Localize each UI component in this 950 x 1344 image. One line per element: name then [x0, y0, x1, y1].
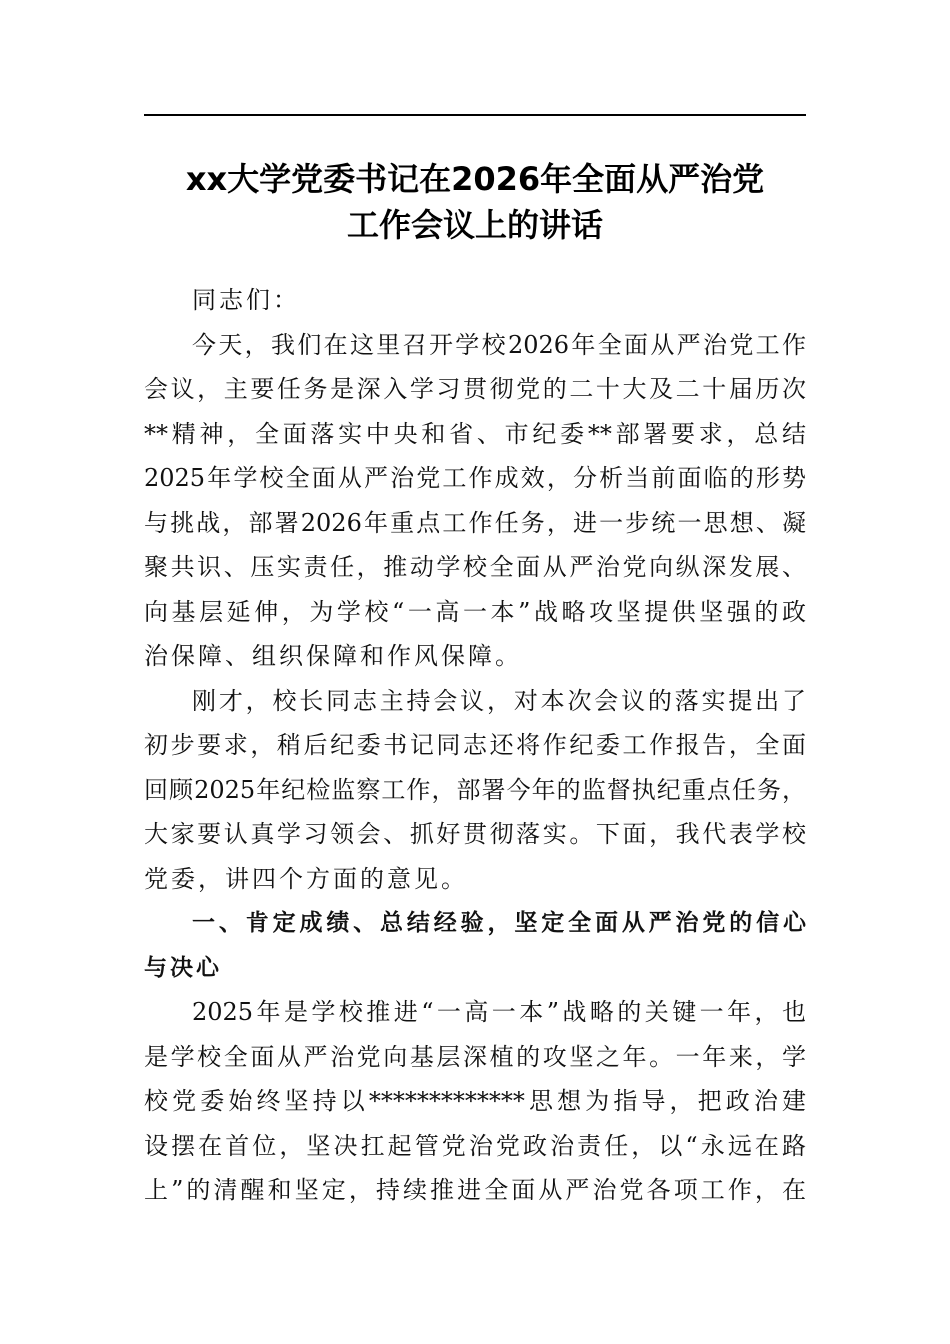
paragraph-line: 党委，讲四个方面的意见。 [144, 864, 468, 893]
paragraph-line: 与挑战，部署2026年重点工作任务，进一步统一思想、凝 [144, 508, 806, 537]
title-line-2: 工作会议上的讲话 [346, 206, 603, 244]
paragraph-line: 向基层延伸，为学校“一高一本”战略攻坚提供坚强的政 [144, 597, 806, 626]
document-title [144, 156, 806, 248]
paragraph-meeting [144, 679, 806, 902]
paragraph-line: 设摆在首位，坚决扛起管党治党政治责任，以“永远在路 [144, 1131, 806, 1160]
paragraph-line: 会议，主要任务是深入学习贯彻党的二十大及二十届历次 [144, 375, 806, 403]
heading-line: 一、肯定成绩、总结经验，坚定全面从严治党的信心 [192, 910, 806, 936]
paragraph-line: 今天，我们在这里召开学校2026年全面从严治党工作 [192, 330, 806, 359]
paragraph-line: 初步要求，稍后纪委书记同志还将作纪委工作报告，全面 [144, 731, 806, 759]
paragraph-line: 刚才，校长同志主持会议，对本次会议的落实提出了 [192, 686, 806, 715]
top-divider [144, 114, 806, 116]
heading-line: 与决心 [144, 954, 222, 981]
paragraph-line: **精神，全面落实中央和省、市纪委**部署要求，总结 [144, 419, 806, 448]
salutation: 同志们： [192, 286, 300, 314]
section-heading-1 [144, 901, 806, 990]
paragraph-opening [144, 323, 806, 679]
paragraph-line: 回顾2025年纪检监察工作，部署今年的监督执纪重点任务， [144, 775, 806, 804]
document-body [144, 278, 806, 1213]
title-line-1: xx大学党委书记在2026年全面从严治党 [185, 160, 765, 198]
paragraph-review [144, 990, 806, 1213]
paragraph-line: 2025年是学校推进“一高一本”战略的关键一年，也 [192, 998, 806, 1026]
paragraph-line: 大家要认真学习领会、抓好贯彻落实。下面，我代表学校 [144, 820, 806, 848]
paragraph-line: 治保障、组织保障和作风保障。 [144, 642, 522, 670]
paragraph-line: 上”的清醒和坚定，持续推进全面从严治党各项工作，在 [144, 1176, 806, 1204]
paragraph-line: 校党委始终坚持以*************思想为指导，把政治建 [144, 1087, 806, 1115]
paragraph-line: 是学校全面从严治党向基层深植的攻坚之年。一年来，学 [144, 1042, 806, 1071]
paragraph-line: 2025年学校全面从严治党工作成效，分析当前面临的形势 [144, 464, 806, 492]
paragraph-line: 聚共识、压实责任，推动学校全面从严治党向纵深发展、 [144, 553, 806, 581]
